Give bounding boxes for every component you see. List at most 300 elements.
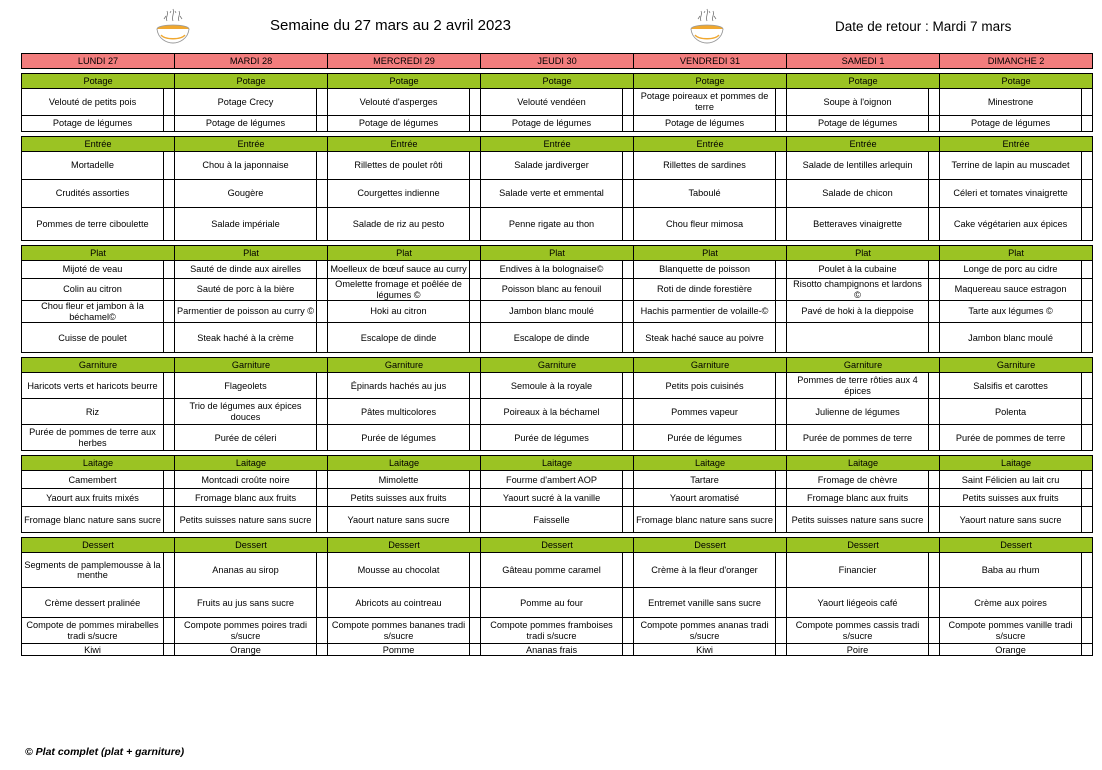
blank-cell: [623, 644, 634, 656]
dish-cell: Endives à la bolognaise©: [481, 261, 623, 279]
blank-cell: [623, 152, 634, 180]
soup-bowl-icon: [689, 7, 725, 45]
section-label: Plat: [22, 246, 175, 261]
section-label: Entrée: [22, 137, 175, 152]
dish-cell: Saint Félicien au lait cru: [940, 471, 1082, 489]
dish-cell: Orange: [940, 644, 1082, 656]
dish-cell: Pomme: [328, 644, 470, 656]
menu-row: [22, 301, 1093, 323]
blank-cell: [317, 471, 328, 489]
blank-cell: [929, 323, 940, 353]
blank-cell: [623, 373, 634, 399]
dish-cell: Tarte aux légumes ©: [940, 301, 1082, 323]
dish-cell: Pommes de terre ciboulette: [22, 208, 164, 241]
blank-cell: [776, 116, 787, 132]
dish-cell: Abricots au cointreau: [328, 588, 470, 618]
section-header-row: [22, 358, 1093, 373]
section-label: Entrée: [634, 137, 787, 152]
blank-cell: [470, 507, 481, 533]
legend-note: © Plat complet (plat + garniture): [25, 746, 185, 758]
blank-cell: [317, 399, 328, 425]
dish-cell: Moelleux de bœuf sauce au curry: [328, 261, 470, 279]
blank-cell: [776, 644, 787, 656]
blank-cell: [1082, 618, 1093, 644]
dish-cell: Minestrone: [940, 89, 1082, 116]
blank-cell: [929, 180, 940, 208]
section-label: Garniture: [634, 358, 787, 373]
dish-cell: Poire: [787, 644, 929, 656]
blank-cell: [776, 323, 787, 353]
dish-cell: Mimolette: [328, 471, 470, 489]
dish-cell: Purée de légumes: [481, 425, 623, 451]
dish-cell: Salade jardiverger: [481, 152, 623, 180]
dish-cell: Yaourt aromatisé: [634, 489, 776, 507]
dish-cell: Petits suisses aux fruits: [940, 489, 1082, 507]
dish-cell: Steak haché à la crème: [175, 323, 317, 353]
section-label: Entrée: [481, 137, 634, 152]
blank-cell: [470, 208, 481, 241]
day-header: VENDREDI 31: [634, 54, 787, 69]
dish-cell: Risotto champignons et lardons ©: [787, 279, 929, 301]
blank-cell: [1082, 489, 1093, 507]
blank-cell: [164, 425, 175, 451]
section-label: Plat: [787, 246, 940, 261]
blank-cell: [317, 425, 328, 451]
blank-cell: [164, 152, 175, 180]
blank-cell: [929, 301, 940, 323]
dish-cell: Petits suisses aux fruits: [328, 489, 470, 507]
dish-cell: Fromage blanc aux fruits: [175, 489, 317, 507]
blank-cell: [929, 644, 940, 656]
blank-cell: [317, 89, 328, 116]
blank-cell: [470, 152, 481, 180]
dish-cell: Chou fleur et jambon à la béchamel©: [22, 301, 164, 323]
dish-cell: Potage de légumes: [328, 116, 470, 132]
blank-cell: [1082, 373, 1093, 399]
dish-cell: Fourme d'ambert AOP: [481, 471, 623, 489]
dish-cell: Parmentier de poisson au curry ©: [175, 301, 317, 323]
blank-cell: [929, 152, 940, 180]
dish-cell: Purée de pommes de terre: [787, 425, 929, 451]
section-label: Plat: [940, 246, 1093, 261]
dish-cell: Camembert: [22, 471, 164, 489]
blank-cell: [317, 152, 328, 180]
dish-cell: Chou fleur mimosa: [634, 208, 776, 241]
dish-cell: Pomme au four: [481, 588, 623, 618]
blank-cell: [623, 279, 634, 301]
dish-cell: Cuisse de poulet: [22, 323, 164, 353]
dish-cell: Purée de céleri: [175, 425, 317, 451]
day-header: LUNDI 27: [22, 54, 175, 69]
dish-cell: Cake végétarien aux épices: [940, 208, 1082, 241]
dish-cell: Longe de porc au cidre: [940, 261, 1082, 279]
blank-cell: [317, 261, 328, 279]
section-label: Potage: [940, 74, 1093, 89]
section-label: Dessert: [634, 538, 787, 553]
blank-cell: [164, 399, 175, 425]
blank-cell: [776, 471, 787, 489]
blank-cell: [470, 261, 481, 279]
section-label: Plat: [634, 246, 787, 261]
blank-cell: [623, 301, 634, 323]
blank-cell: [623, 323, 634, 353]
dish-cell: Chou à la japonnaise: [175, 152, 317, 180]
day-header: DIMANCHE 2: [940, 54, 1093, 69]
blank-cell: [317, 323, 328, 353]
dish-cell: Salade de lentilles arlequin: [787, 152, 929, 180]
dish-cell: Fromage de chèvre: [787, 471, 929, 489]
blank-cell: [470, 399, 481, 425]
blank-cell: [1082, 507, 1093, 533]
section-label: Laitage: [175, 456, 328, 471]
blank-cell: [470, 279, 481, 301]
blank-cell: [164, 323, 175, 353]
blank-cell: [470, 471, 481, 489]
dish-cell: Blanquette de poisson: [634, 261, 776, 279]
dish-cell: Crème à la fleur d'oranger: [634, 553, 776, 588]
dish-cell: Velouté de petits pois: [22, 89, 164, 116]
dish-cell: Polenta: [940, 399, 1082, 425]
section-label: Potage: [481, 74, 634, 89]
dish-cell: Compote pommes vanille tradi s/sucre: [940, 618, 1082, 644]
dish-cell: Petits pois cuisinés: [634, 373, 776, 399]
blank-cell: [317, 373, 328, 399]
blank-cell: [470, 553, 481, 588]
dish-cell: Gâteau pomme caramel: [481, 553, 623, 588]
section-label: Dessert: [481, 538, 634, 553]
blank-cell: [929, 553, 940, 588]
blank-cell: [1082, 399, 1093, 425]
section-label: Potage: [22, 74, 175, 89]
blank-cell: [317, 116, 328, 132]
dish-cell: Riz: [22, 399, 164, 425]
menu-row: [22, 373, 1093, 399]
dish-cell: Potage de légumes: [22, 116, 164, 132]
blank-cell: [623, 208, 634, 241]
blank-cell: [1082, 152, 1093, 180]
dish-cell: Fromage blanc aux fruits: [787, 489, 929, 507]
menu-row: [22, 261, 1093, 279]
dish-cell: Sauté de dinde aux airelles: [175, 261, 317, 279]
dish-cell: Purée de légumes: [634, 425, 776, 451]
dish-cell: Segments de pamplemousse à la menthe: [22, 553, 164, 588]
dish-cell: Flageolets: [175, 373, 317, 399]
blank-cell: [164, 116, 175, 132]
dish-cell: Julienne de légumes: [787, 399, 929, 425]
section-label: Plat: [481, 246, 634, 261]
blank-cell: [470, 618, 481, 644]
section-label: Potage: [787, 74, 940, 89]
menu-row: [22, 425, 1093, 451]
blank-cell: [317, 489, 328, 507]
section-header-row: [22, 74, 1093, 89]
blank-cell: [164, 279, 175, 301]
dish-cell: Baba au rhum: [940, 553, 1082, 588]
dish-cell: Fromage blanc nature sans sucre: [22, 507, 164, 533]
section-label: Potage: [634, 74, 787, 89]
blank-cell: [1082, 180, 1093, 208]
blank-cell: [164, 208, 175, 241]
blank-cell: [623, 588, 634, 618]
dish-cell: Rillettes de sardines: [634, 152, 776, 180]
dish-cell: Tartare: [634, 471, 776, 489]
blank-cell: [776, 301, 787, 323]
blank-cell: [1082, 279, 1093, 301]
blank-cell: [929, 89, 940, 116]
blank-cell: [776, 261, 787, 279]
blank-cell: [623, 471, 634, 489]
blank-cell: [164, 618, 175, 644]
blank-cell: [317, 301, 328, 323]
section-label: Garniture: [22, 358, 175, 373]
blank-cell: [929, 261, 940, 279]
blank-cell: [470, 116, 481, 132]
blank-cell: [164, 644, 175, 656]
menu-row: [22, 323, 1093, 353]
menu-row: [22, 489, 1093, 507]
blank-cell: [1082, 471, 1093, 489]
blank-cell: [929, 279, 940, 301]
section-label: Potage: [175, 74, 328, 89]
menu-row: [22, 588, 1093, 618]
blank-cell: [1082, 208, 1093, 241]
blank-cell: [470, 373, 481, 399]
menu-row: [22, 152, 1093, 180]
menu-row: [22, 553, 1093, 588]
dish-cell: Compote de pommes mirabelles tradi s/sucre: [22, 618, 164, 644]
dish-cell: Salade de riz au pesto: [328, 208, 470, 241]
blank-cell: [929, 507, 940, 533]
dish-cell: Betteraves vinaigrette: [787, 208, 929, 241]
blank-cell: [164, 261, 175, 279]
blank-cell: [623, 618, 634, 644]
blank-cell: [1082, 116, 1093, 132]
blank-cell: [1082, 301, 1093, 323]
section-label: Laitage: [787, 456, 940, 471]
dish-cell: Maquereau sauce estragon: [940, 279, 1082, 301]
blank-cell: [623, 553, 634, 588]
dish-cell: Velouté vendéen: [481, 89, 623, 116]
section-label: Laitage: [634, 456, 787, 471]
section-label: Garniture: [175, 358, 328, 373]
dish-cell: Purée de pommes de terre aux herbes: [22, 425, 164, 451]
dish-cell: Compote pommes ananas tradi s/sucre: [634, 618, 776, 644]
section-header-row: [22, 246, 1093, 261]
dish-cell: Ananas au sirop: [175, 553, 317, 588]
section-label: Garniture: [787, 358, 940, 373]
blank-cell: [470, 323, 481, 353]
section-label: Dessert: [940, 538, 1093, 553]
blank-cell: [776, 180, 787, 208]
section-label: Dessert: [22, 538, 175, 553]
dish-cell: Haricots verts et haricots beurre: [22, 373, 164, 399]
section-label: Laitage: [328, 456, 481, 471]
section-header-row: [22, 137, 1093, 152]
dish-cell: Kiwi: [22, 644, 164, 656]
section-label: Entrée: [328, 137, 481, 152]
dish-cell: Orange: [175, 644, 317, 656]
dish-cell: Rillettes de poulet rôti: [328, 152, 470, 180]
blank-cell: [317, 618, 328, 644]
dish-cell: Potage de légumes: [175, 116, 317, 132]
dish-cell: Kiwi: [634, 644, 776, 656]
dish-cell: Petits suisses nature sans sucre: [787, 507, 929, 533]
dish-cell: Omelette fromage et poêlée de légumes ©: [328, 279, 470, 301]
menu-row: [22, 507, 1093, 533]
menu-row: [22, 279, 1093, 301]
section-label: Dessert: [175, 538, 328, 553]
dish-cell: Montcadi croûte noire: [175, 471, 317, 489]
blank-cell: [623, 425, 634, 451]
blank-cell: [623, 489, 634, 507]
blank-cell: [776, 425, 787, 451]
blank-cell: [929, 588, 940, 618]
dish-cell: Sauté de porc à la bière: [175, 279, 317, 301]
dish-cell: Poisson blanc au fenouil: [481, 279, 623, 301]
blank-cell: [929, 489, 940, 507]
section-label: Dessert: [328, 538, 481, 553]
menu-row: [22, 208, 1093, 241]
dish-cell: Crème aux poires: [940, 588, 1082, 618]
dish-cell: Crème dessert pralinée: [22, 588, 164, 618]
menu-row: [22, 180, 1093, 208]
section-label: Entrée: [787, 137, 940, 152]
blank-cell: [623, 89, 634, 116]
dish-cell: Steak haché sauce au poivre: [634, 323, 776, 353]
blank-cell: [164, 180, 175, 208]
blank-cell: [929, 618, 940, 644]
soup-bowl-icon: [155, 7, 191, 45]
dish-cell: Jambon blanc moulé: [481, 301, 623, 323]
blank-cell: [164, 471, 175, 489]
day-header-row: [22, 54, 1093, 69]
day-header: JEUDI 30: [481, 54, 634, 69]
blank-cell: [929, 399, 940, 425]
section-label: Garniture: [481, 358, 634, 373]
blank-cell: [164, 553, 175, 588]
dish-cell: Petits suisses nature sans sucre: [175, 507, 317, 533]
page-title: Semaine du 27 mars au 2 avril 2023: [270, 17, 511, 34]
dish-cell: Fruits au jus sans sucre: [175, 588, 317, 618]
blank-cell: [776, 618, 787, 644]
blank-cell: [317, 553, 328, 588]
blank-cell: [164, 588, 175, 618]
menu-row: [22, 644, 1093, 656]
blank-cell: [317, 208, 328, 241]
day-header: MERCREDI 29: [328, 54, 481, 69]
dish-cell: Yaourt nature sans sucre: [328, 507, 470, 533]
dish-cell: Soupe à l'oignon: [787, 89, 929, 116]
section-header-row: [22, 538, 1093, 553]
blank-cell: [470, 588, 481, 618]
dish-cell: Potage de légumes: [481, 116, 623, 132]
dish-cell: Escalope de dinde: [481, 323, 623, 353]
section-label: Entrée: [175, 137, 328, 152]
menu-row: [22, 116, 1093, 132]
dish-cell: Salade impériale: [175, 208, 317, 241]
menu-row: [22, 89, 1093, 116]
dish-cell: Hachis parmentier de volaille-©: [634, 301, 776, 323]
blank-cell: [1082, 261, 1093, 279]
section-label: Plat: [175, 246, 328, 261]
blank-cell: [164, 89, 175, 116]
dish-cell: Jambon blanc moulé: [940, 323, 1082, 353]
dish-cell: Yaourt sucré à la vanille: [481, 489, 623, 507]
dish-cell: Fromage blanc nature sans sucre: [634, 507, 776, 533]
blank-cell: [776, 399, 787, 425]
dish-cell: Compote pommes cassis tradi s/sucre: [787, 618, 929, 644]
dish-cell: Épinards hachés au jus: [328, 373, 470, 399]
blank-cell: [164, 301, 175, 323]
blank-cell: [929, 425, 940, 451]
dish-cell: Faisselle: [481, 507, 623, 533]
day-header: SAMEDI 1: [787, 54, 940, 69]
blank-cell: [776, 89, 787, 116]
menu-table: [21, 53, 1093, 656]
dish-cell: Potage de légumes: [787, 116, 929, 132]
dish-cell: [787, 323, 929, 353]
dish-cell: Semoule à la royale: [481, 373, 623, 399]
dish-cell: Terrine de lapin au muscadet: [940, 152, 1082, 180]
dish-cell: Céleri et tomates vinaigrette: [940, 180, 1082, 208]
dish-cell: Purée de pommes de terre: [940, 425, 1082, 451]
dish-cell: Potage de légumes: [940, 116, 1082, 132]
dish-cell: Salade verte et emmental: [481, 180, 623, 208]
dish-cell: Penne rigate au thon: [481, 208, 623, 241]
blank-cell: [1082, 588, 1093, 618]
dish-cell: Salade de chicon: [787, 180, 929, 208]
dish-cell: Salsifis et carottes: [940, 373, 1082, 399]
menu-row: [22, 618, 1093, 644]
blank-cell: [164, 373, 175, 399]
dish-cell: Colin au citron: [22, 279, 164, 301]
section-label: Potage: [328, 74, 481, 89]
blank-cell: [1082, 553, 1093, 588]
blank-cell: [317, 507, 328, 533]
blank-cell: [929, 208, 940, 241]
menu-row: [22, 399, 1093, 425]
dish-cell: Purée de légumes: [328, 425, 470, 451]
blank-cell: [776, 279, 787, 301]
blank-cell: [776, 588, 787, 618]
section-label: Garniture: [328, 358, 481, 373]
blank-cell: [1082, 323, 1093, 353]
dish-cell: Taboulé: [634, 180, 776, 208]
section-label: Laitage: [940, 456, 1093, 471]
blank-cell: [1082, 89, 1093, 116]
blank-cell: [623, 180, 634, 208]
section-label: Entrée: [940, 137, 1093, 152]
dish-cell: Escalope de dinde: [328, 323, 470, 353]
dish-cell: Entremet vanille sans sucre: [634, 588, 776, 618]
dish-cell: Velouté d'asperges: [328, 89, 470, 116]
dish-cell: Potage poireaux et pommes de terre: [634, 89, 776, 116]
menu-row: [22, 471, 1093, 489]
dish-cell: Pâtes multicolores: [328, 399, 470, 425]
dish-cell: Potage Crecy: [175, 89, 317, 116]
blank-cell: [317, 644, 328, 656]
blank-cell: [164, 507, 175, 533]
blank-cell: [776, 152, 787, 180]
dish-cell: Compote pommes framboises tradi s/sucre: [481, 618, 623, 644]
dish-cell: Mortadelle: [22, 152, 164, 180]
blank-cell: [470, 489, 481, 507]
blank-cell: [929, 116, 940, 132]
blank-cell: [470, 180, 481, 208]
blank-cell: [1082, 425, 1093, 451]
dish-cell: Courgettes indienne: [328, 180, 470, 208]
dish-cell: Pommes de terre rôties aux 4 épices: [787, 373, 929, 399]
